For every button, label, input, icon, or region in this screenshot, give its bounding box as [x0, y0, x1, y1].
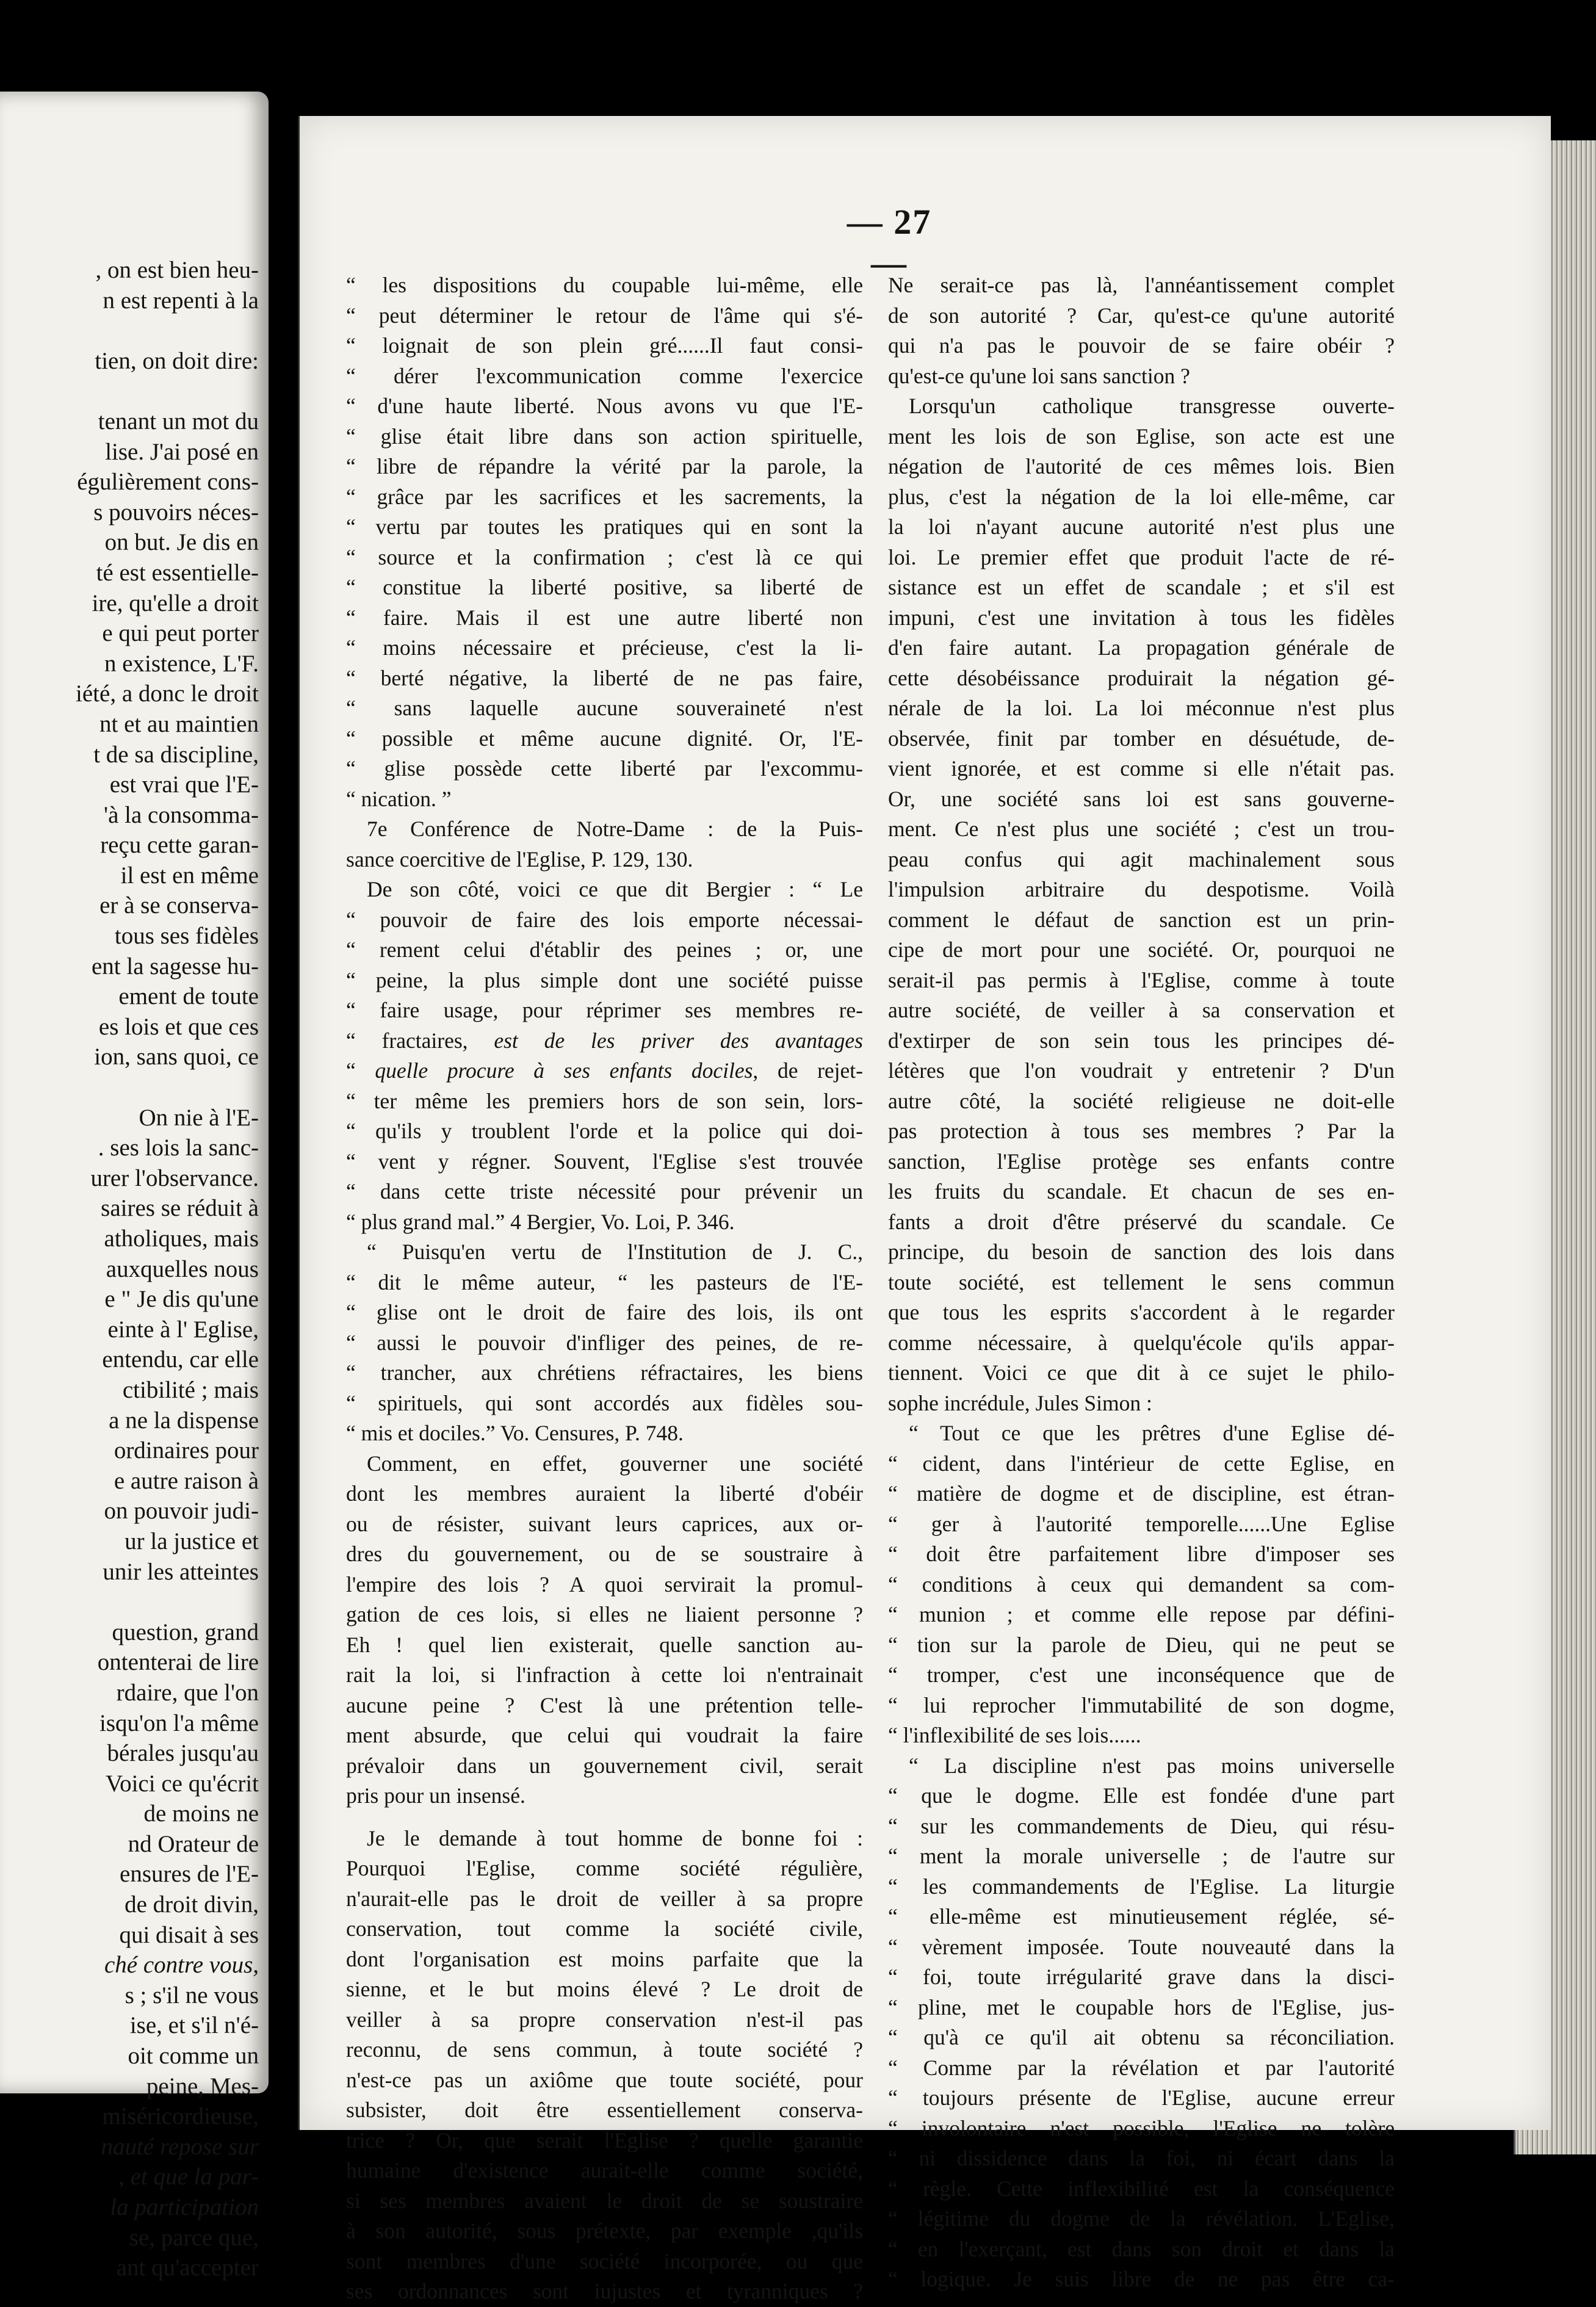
text-line: “ les dispositions du coupable lui-même, elle [346, 273, 863, 297]
text-line: iété, a donc le droit [76, 681, 259, 707]
text-line: “ sur les commandements de Dieu, qui résu- [888, 1813, 1395, 1838]
text-line: n'est-ce pas un axiôme que toute société, pour [346, 2067, 863, 2092]
text-line: isqu'on l'a même [99, 1709, 259, 1736]
text-line: ses ordonnances sont iujustes et tyranniques ? [346, 2279, 863, 2303]
text-line: ontenterai de lire [97, 1649, 259, 1676]
text-line: miséricordieuse, [102, 2103, 259, 2130]
text-line: si ses membres avaient le droit de se soustraire [346, 2188, 863, 2213]
text-line: l'empire des lois ? A quoi servirait la promul- [346, 1572, 863, 1597]
text-line: einte à l' Eglise, [107, 1316, 259, 1343]
text-line: ordinaires pour [114, 1437, 259, 1464]
text-line: toute société, est tellement le sens commun [888, 1269, 1395, 1294]
text-line: principe, du besoin de sanction des lois dans [888, 1240, 1395, 1264]
text-line: “ dans cette triste nécessité pour prévenir un [346, 1179, 863, 1204]
text-line: “ doit être parfaitement libre d'imposer ses [888, 1542, 1395, 1566]
text-line: nd Orateur de [128, 1830, 259, 1857]
previous-page [0, 92, 269, 2281]
text-line: “ ger à l'autorité temporelle......Une Eglise [888, 1511, 1395, 1536]
text-line: “ vèrement imposée. Toute nouveauté dans la [888, 1934, 1395, 1959]
text-line: est vrai que l'E- [109, 771, 259, 798]
text-line: “ dit le même auteur, “ les pasteurs de l'E- [346, 1269, 863, 1294]
text-line: dont les membres auraient la liberté d'obéir [346, 1481, 863, 1506]
text-line: es lois et que ces [98, 1013, 259, 1040]
text-line: . ses lois la sanc- [98, 1135, 259, 1161]
text-line: tenant un mot du [98, 408, 259, 435]
text-line: reçu cette garan- [100, 832, 259, 859]
text-line: ire, qu'elle a droit [92, 590, 259, 616]
text-line: les fruits du scandale. Et chacun de ses en- [888, 1179, 1395, 1204]
text-line: “ Comme par la révélation et par l'autorité [888, 2055, 1395, 2080]
text-line: auxquelles nous [106, 1255, 259, 1282]
text-line: sanction, l'Eglise protège ses enfants contre [888, 1149, 1395, 1174]
text-line: de droit divin, [125, 1891, 259, 1918]
text-line: “ source et la confirmation ; c'est là ce qui [346, 544, 863, 569]
text-line: “ peut déterminer le retour de l'âme qui s'é- [346, 303, 863, 328]
text-line: s pouvoirs néces- [93, 499, 259, 525]
text-line: d'en faire autant. La propagation générale de [888, 635, 1395, 660]
text-line: ensures de l'E- [120, 1861, 259, 1888]
text-line: ur la justice et [125, 1528, 259, 1554]
text-line: peine, Mes- [146, 2073, 259, 2099]
text-line: oit comme un [128, 2043, 259, 2070]
text-line: “ matière de dogme et de discipline, est étran- [888, 1481, 1395, 1506]
text-line: vient ignorée, et est comme si elle n'était pas. [888, 756, 1395, 781]
text-line: “ légitime du dogme de la révélation. L'Eglise, [888, 2206, 1395, 2231]
text-line: ant qu'accepter [116, 2255, 259, 2281]
text-line: de moins ne [143, 1800, 259, 1827]
text-line: peau confus qui agit machinalement sous [888, 847, 1395, 872]
text-line: tiennent. Voici ce que dit à ce sujet le philo- [888, 1360, 1395, 1385]
text-line: “ dérer l'excommunication comme l'exercice [346, 363, 863, 388]
text-line: “ glise était libre dans son action spirituelle, [346, 424, 863, 449]
text-line: “ glise ont le droit de faire des lois, ils ont [346, 1300, 863, 1324]
text-line: urer l'observance. [90, 1164, 259, 1191]
text-line: “ libre de répandre la vérité par la parole, la [346, 454, 863, 478]
text-line: cipe de mort pour une société. Or, pourquoi ne [888, 937, 1395, 962]
text-line: té est essentielle- [96, 559, 259, 586]
right-text-column [888, 270, 1395, 2295]
text-line: “ toujours présente de l'Eglise, aucune erreur [888, 2085, 1395, 2110]
text-line: De son côté, voici ce que dit Bergier : “ Le [367, 877, 863, 901]
text-line: nt et au maintien [99, 710, 259, 737]
text-line: “ spirituels, qui sont accordés aux fidèles sou- [346, 1390, 863, 1415]
text-line: serait-il pas permis à l'Eglise, comme à toute [888, 967, 1395, 992]
text-line: se, parce que, [129, 2224, 259, 2251]
text-line: “ elle-même est minutieusement réglée, sé- [888, 1904, 1395, 1929]
text-line: “ cident, dans l'intérieur de cette Eglise, en [888, 1451, 1395, 1476]
text-line: “ involontaire n'est possible, l'Eglise ne tolère [888, 2115, 1395, 2140]
text-line: ise, et s'il n'é- [129, 2012, 259, 2039]
text-line: “ munion ; et comme elle repose par défini- [888, 1602, 1395, 1626]
text-line: ment absurde, que celui qui voudrait la faire [346, 1723, 863, 1747]
text-line: reconnu, de sens commun, à toute société ? [346, 2037, 863, 2062]
text-line: “ glise possède cette liberté par l'excommu- [346, 756, 863, 781]
text-line: cette désobéissance produirait la négation gé- [888, 665, 1395, 690]
text-line: “ vent y régner. Souvent, l'Eglise s'est trouvée [346, 1149, 863, 1174]
text-line: qui disait à ses [119, 1921, 259, 1948]
text-line: Comment, en effet, gouverner une société [367, 1451, 863, 1476]
text-line: unir les atteintes [103, 1558, 259, 1585]
text-line: d'extirper de son sein tous les principes dé- [888, 1028, 1395, 1053]
text-line: “ foi, toute irrégularité grave dans la disci- [888, 1965, 1395, 1989]
text-line: il est en même [120, 862, 259, 889]
text-line: sance coercitive de l'Eglise, P. 129, 130. [346, 847, 693, 872]
left-text-column [346, 270, 863, 2307]
text-line [0, 1072, 259, 1103]
text-line: ment. Ce n'est plus une société ; c'est un trou- [888, 817, 1395, 841]
text-line: on pouvoir judi- [104, 1498, 259, 1525]
text-line: bérales jusqu'au [107, 1740, 259, 1767]
text-line: e qui peut porter [102, 620, 259, 647]
text-line: , on est bien heu- [95, 257, 259, 283]
text-line: n est repenti à la [103, 287, 259, 314]
text-line: “ mis et dociles.” Vo. Censures, P. 748. [346, 1421, 684, 1445]
text-line [0, 1587, 259, 1617]
text-line: “ loignait de son plein gré......Il faut consi- [346, 333, 863, 358]
text-line: la loi n'ayant aucune autorité n'est plus une [888, 514, 1395, 539]
text-line: sophe incrédule, Jules Simon : [888, 1390, 1152, 1415]
text-line: 'à la consomma- [104, 801, 259, 828]
text-line: comme nécessaire, à quelqu'école qu'ils appar- [888, 1330, 1395, 1355]
text-line: la participation [110, 2194, 259, 2220]
text-line: “ pline, met le coupable hors de l'Eglise, jus- [888, 1995, 1395, 2020]
text-line: rait la loi, si l'infraction à cette loi n'entrainait [346, 1663, 863, 1687]
text-line: n existence, L'F. [104, 650, 259, 677]
text-line: ement de toute [118, 983, 259, 1010]
text-line: que tous les esprits s'accordent à le regarder [888, 1300, 1395, 1324]
text-line: “ règle. Cette inflexibilité est la conséquence [888, 2176, 1395, 2201]
text-line: trice ? Or, que serait l'Eglise ? quelle garantie [346, 2128, 863, 2153]
text-line: Voici ce qu'écrit [105, 1770, 259, 1797]
text-line: Ne serait-ce pas là, l'annéantissement complet [888, 273, 1395, 297]
text-line: “ fractaires, est de les priver des avantages [346, 1028, 863, 1053]
text-line: n'aurait-elle pas le droit de veiller à sa propre [346, 1886, 863, 1911]
text-line: “ Puisqu'en vertu de l'Institution de J. C., [367, 1240, 863, 1264]
text-line: autre société, de veiller à sa conservation et [888, 998, 1395, 1022]
text-line: “ berté négative, la liberté de ne pas faire, [346, 665, 863, 690]
text-line: on but. Je dis en [104, 529, 259, 556]
text-line: “ nication. ” [346, 786, 452, 811]
text-line: “ l'inflexibilité de ses lois...... [888, 1723, 1141, 1747]
text-line: “ les commandements de l'Eglise. La liturgie [888, 1874, 1395, 1899]
text-line: ché contre vous, [104, 1952, 259, 1979]
text-line: nérale de la loi. La loi méconnue n'est plus [888, 696, 1395, 720]
text-line: “ sans laquelle aucune souveraineté n'est [346, 696, 863, 720]
text-line: e autre raison à [114, 1467, 259, 1494]
text-line: “ qu'ils y troublent l'orde et la police qui doi- [346, 1119, 863, 1143]
text-line: “ faire usage, pour réprimer ses membres re- [346, 998, 863, 1022]
text-line: sont membres d'une société incorporée, ou que [346, 2248, 863, 2273]
text-line: pas protection à tous ses membres ? Par la [888, 1119, 1395, 1143]
text-line: “ lui reprocher l'immutabilité de son dogme, [888, 1692, 1395, 1717]
text-line: loi. Le premier effet que produit l'acte de ré- [888, 544, 1395, 569]
text-line: saires se réduit à [101, 1195, 259, 1222]
text-line: négation de l'autorité de ces mêmes lois. Bien [888, 454, 1395, 478]
text-line: “ faire. Mais il est une autre liberté non [346, 605, 863, 630]
text-line: “ que le dogme. Elle est fondée d'une part [888, 1783, 1395, 1808]
text-line: gation de ces lois, si elles ne liaient personne ? [346, 1602, 863, 1626]
text-line: prévaloir dans un gouvernement civil, serait [346, 1753, 863, 1778]
text-line: “ ter même les premiers hors de son sein, lors- [346, 1088, 863, 1113]
text-line: tous ses fidèles [114, 923, 259, 950]
text-line: “ trancher, aux chrétiens réfractaires, les biens [346, 1360, 863, 1385]
text-line: “ Tout ce que les prêtres d'une Eglise dé- [909, 1421, 1395, 1445]
text-line: ion, sans quoi, ce [94, 1044, 259, 1070]
text-line: ou de résister, suivant leurs caprices, aux or- [346, 1511, 863, 1536]
text-line: “ qu'à ce qu'il ait obtenu sa réconciliation. [888, 2025, 1395, 2049]
text-line: s ; s'il ne vous [125, 1982, 259, 2009]
text-line: létères que l'on voudrait y entretenir ? D'un [888, 1058, 1395, 1083]
text-line: “ grâce par les sacrifices et les sacrements, la [346, 484, 863, 509]
text-line: à son autorité, sous prétexte, par exemple ,qu'ils [346, 2219, 863, 2243]
text-line: qui n'a pas le pouvoir de se faire obéir ? [888, 333, 1395, 358]
text-line: “ moins nécessaire et précieuse, c'est la li- [346, 635, 863, 660]
text-line: “ tromper, c'est une inconséquence que de [888, 1663, 1395, 1687]
text-line: On nie à l'E- [139, 1104, 259, 1131]
text-line: l'impulsion arbitraire du despotisme. Voilà [888, 877, 1395, 901]
text-line: dres du gouvernement, ou de se soustraire à [346, 1542, 863, 1566]
text-line: subsister, doit être essentiellement conserva- [346, 2098, 863, 2122]
text-line: atholiques, mais [104, 1226, 259, 1252]
text-line: “ quelle procure à ses enfants dociles, de rejet- [346, 1058, 863, 1083]
text-line: conservation, tout comme la société civile, [346, 1916, 863, 1941]
text-line: impuni, c'est une invitation à tous les fidèles [888, 605, 1395, 630]
text-line: de son autorité ? Car, qu'est-ce qu'une autorité [888, 303, 1395, 328]
text-line [0, 376, 259, 406]
text-line: “ constitue la liberté positive, sa liberté de [346, 575, 863, 599]
text-line: “ d'une haute liberté. Nous avons vu que l'E- [346, 394, 863, 418]
text-line: “ aussi le pouvoir d'infliger des peines, de re- [346, 1330, 863, 1355]
text-line: pris pour un insensé. [346, 1783, 525, 1808]
text-line: 7e Conférence de Notre-Dame : de la Puis- [367, 817, 863, 841]
page-number: — 27 — [847, 202, 932, 283]
text-line: “ rement celui d'établir des peines ; or, une [346, 937, 863, 962]
text-line: ment les lois de son Eglise, son acte est une [888, 424, 1395, 449]
text-line: Je le demande à tout homme de bonne foi : [367, 1825, 863, 1850]
text-line: question, grand [112, 1619, 259, 1645]
text-line: “ conditions à ceux qui demandent sa com- [888, 1572, 1395, 1597]
text-line: ent la sagesse hu- [92, 953, 259, 980]
text-line: Eh ! quel lien existerait, quelle sanction au- [346, 1632, 863, 1657]
text-line: Lorsqu'un catholique transgresse ouverte- [909, 394, 1395, 418]
text-line: ctibilité ; mais [122, 1376, 259, 1403]
text-line: plus, c'est la négation de la loi elle-même, car [888, 484, 1395, 509]
text-line: humaine d'existence aurait-elle comme société, [346, 2158, 863, 2182]
text-line: Or, une société sans loi est sans gouverne- [888, 786, 1395, 811]
text-line: t de sa discipline, [93, 741, 259, 768]
text-line: “ possible et même aucune dignité. Or, l'E- [346, 726, 863, 751]
text-line: a ne la dispense [109, 1407, 259, 1434]
text-line: “ ment la morale universelle ; de l'autre sur [888, 1844, 1395, 1868]
text-line: sienne, et le but moins élevé ? Le droit de [346, 1977, 863, 2001]
text-line: rdaire, que l'on [116, 1679, 259, 1706]
text-line: tien, on doit dire: [95, 347, 259, 374]
text-line: “ logique. Je suis libre de ne pas être ca- [888, 2267, 1395, 2291]
text-line: fants a droit d'être préservé du scandale. Ce [888, 1209, 1395, 1234]
previous-page-text [0, 255, 259, 2283]
text-line: lise. J'ai posé en [105, 438, 259, 465]
text-line: Pourquoi l'Eglise, comme société régulière, [346, 1856, 863, 1880]
text-line: “ pouvoir de faire des lois emporte nécessai- [346, 907, 863, 932]
text-line: “ tion sur la parole de Dieu, qui ne peut se [888, 1632, 1395, 1657]
text-line [0, 316, 259, 346]
text-line: qu'est-ce qu'une loi sans sanction ? [888, 363, 1190, 388]
text-line: observée, finit par tomber en désuétude, de- [888, 726, 1395, 751]
text-line: “ vertu par toutes les pratiques qui en sont la [346, 514, 863, 539]
text-line: égulièrement cons- [77, 469, 259, 496]
text-line: “ ni dissidence dans la foi, ni écart dans la [888, 2146, 1395, 2170]
text-line: “ La discipline n'est pas moins universelle [909, 1753, 1395, 1778]
text-line: “ en l'exerçant, est dans son droit et dans la [888, 2236, 1395, 2261]
text-line: “ plus grand mal.” 4 Bergier, Vo. Loi, P. 346. [346, 1209, 735, 1234]
text-line: comment le défaut de sanction est un prin- [888, 907, 1395, 932]
text-line: er à se conserva- [99, 892, 259, 919]
text-line: sistance est un effet de scandale ; et s'il est [888, 575, 1395, 599]
text-line: nauté repose sur [101, 2133, 259, 2160]
text-line: e " Je dis qu'une [104, 1286, 259, 1313]
text-line: dont l'organisation est moins parfaite que la [346, 1946, 863, 1971]
text-line: “ peine, la plus simple dont une société puisse [346, 967, 863, 992]
text-line: veiller à sa propre conservation n'est-il pas [346, 2007, 863, 2032]
text-line: entendu, car elle [102, 1346, 259, 1373]
text-line: , et que la par- [118, 2164, 259, 2190]
text-line: autre côté, la société religieuse ne doit-elle [888, 1088, 1395, 1113]
text-line: aucune peine ? C'est là une prétention telle- [346, 1692, 863, 1717]
